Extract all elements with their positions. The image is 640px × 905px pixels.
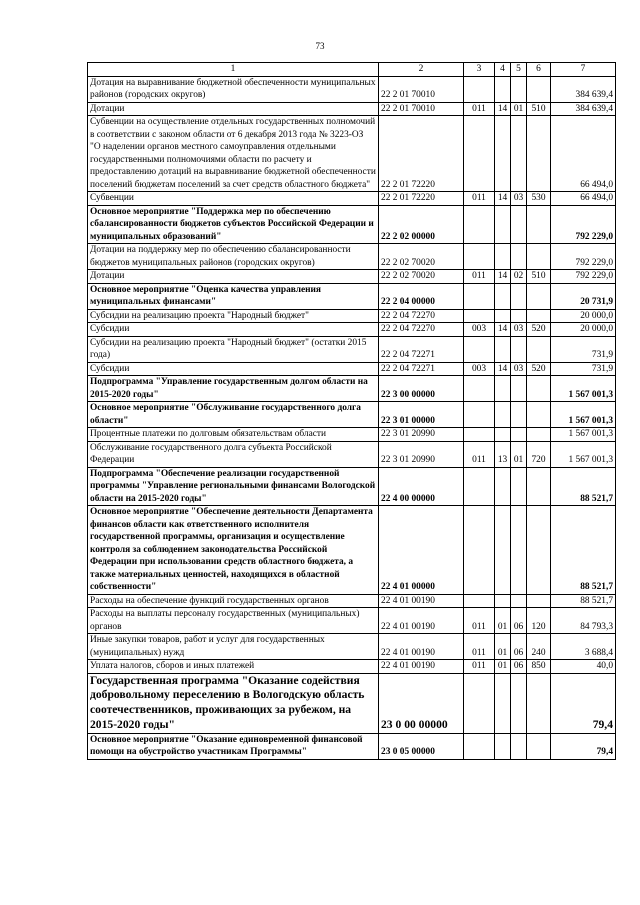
subsection-code — [511, 376, 527, 402]
subsection-code — [511, 673, 527, 733]
budget-table — [87, 62, 616, 760]
amount: 66 494,0 — [551, 116, 616, 192]
target-code: 22 3 00 00000 — [379, 376, 464, 402]
item-name: Расходы на выплаты персоналу государственных (муниципальных) органов — [88, 608, 379, 634]
section-code — [495, 376, 511, 402]
page-number: 73 — [315, 41, 325, 51]
subsection-code — [511, 76, 527, 102]
table-row — [88, 244, 616, 270]
expense-type-code: 510 — [527, 102, 551, 116]
amount: 792 229,0 — [551, 205, 616, 244]
item-name: Субвенции на осуществление отдельных государственных полномочий в соответствии с законом области от 6 декабря 2013 года № 3223-ОЗ "О наделении органов местного самоуправления отдельными государственными полномочиями области по расчету и предоставлению дотаций на выравнивание бюджетной обеспеченности поселений бюджетам поселений за счет средств областного бюджета" — [88, 116, 379, 192]
ministry-code: 003 — [464, 362, 495, 376]
subsection-code — [511, 244, 527, 270]
ministry-code — [464, 733, 495, 759]
item-name: Основное мероприятие "Обеспечение деятельности Департамента финансов области как ответственного исполнителя государственной программы, организация и осуществление контроля за соблюдением законодательства Российской Федерации при использовании средств областного бюджета, а также материальных ценностей, находящихся в областной собственности" — [88, 506, 379, 595]
section-code — [495, 309, 511, 323]
expense-type-code — [527, 283, 551, 309]
expense-type-code — [527, 673, 551, 733]
target-code: 22 4 01 00000 — [379, 506, 464, 595]
target-code: 22 2 04 72271 — [379, 362, 464, 376]
amount: 731,9 — [551, 336, 616, 362]
subsection-code — [511, 594, 527, 608]
expense-type-code — [527, 116, 551, 192]
ministry-code: 011 — [464, 660, 495, 674]
item-name: Обслуживание государственного долга субъекта Российской Федерации — [88, 441, 379, 467]
target-code: 22 2 04 00000 — [379, 283, 464, 309]
item-name: Дотация на выравнивание бюджетной обеспеченности муниципальных районов (городских округов) — [88, 76, 379, 102]
target-code: 22 2 01 70010 — [379, 76, 464, 102]
expense-type-code: 120 — [527, 608, 551, 634]
table-row — [88, 634, 616, 660]
amount: 66 494,0 — [551, 192, 616, 206]
item-name: Уплата налогов, сборов и иных платежей — [88, 660, 379, 674]
item-name: Дотации — [88, 270, 379, 284]
section-code — [495, 594, 511, 608]
amount: 731,9 — [551, 362, 616, 376]
ministry-code: 011 — [464, 441, 495, 467]
item-name: Субсидии на реализацию проекта "Народный бюджет" (остатки 2015 года) — [88, 336, 379, 362]
expense-type-code — [527, 428, 551, 442]
section-code: 01 — [495, 634, 511, 660]
ministry-code — [464, 428, 495, 442]
amount: 20 000,0 — [551, 309, 616, 323]
subsection-code: 06 — [511, 608, 527, 634]
amount: 88 521,7 — [551, 594, 616, 608]
table-row — [88, 309, 616, 323]
table-row — [88, 283, 616, 309]
amount: 1 567 001,3 — [551, 441, 616, 467]
amount: 40,0 — [551, 660, 616, 674]
header-row — [88, 63, 616, 77]
amount: 3 688,4 — [551, 634, 616, 660]
amount: 384 639,4 — [551, 102, 616, 116]
item-name: Дотации на поддержку мер по обеспечению сбалансированности бюджетов муниципальных районов (городских округов) — [88, 244, 379, 270]
ministry-code: 011 — [464, 102, 495, 116]
item-name: Процентные платежи по долговым обязательствам области — [88, 428, 379, 442]
section-code: 14 — [495, 270, 511, 284]
subsection-code — [511, 402, 527, 428]
ministry-code — [464, 673, 495, 733]
amount: 1 567 001,3 — [551, 428, 616, 442]
expense-type-code — [527, 309, 551, 323]
ministry-code — [464, 205, 495, 244]
subsection-code — [511, 428, 527, 442]
table-row — [88, 441, 616, 467]
amount: 1 567 001,3 — [551, 402, 616, 428]
ministry-code — [464, 309, 495, 323]
header-col-1: 1 — [88, 63, 379, 77]
target-code: 22 4 01 00190 — [379, 660, 464, 674]
subsection-code: 03 — [511, 323, 527, 337]
header-col-7: 7 — [551, 63, 616, 77]
section-code — [495, 673, 511, 733]
target-code: 22 4 01 00190 — [379, 594, 464, 608]
ministry-code — [464, 376, 495, 402]
section-code — [495, 76, 511, 102]
amount: 79,4 — [551, 673, 616, 733]
expense-type-code — [527, 402, 551, 428]
ministry-code — [464, 116, 495, 192]
table-row — [88, 608, 616, 634]
amount: 792 229,0 — [551, 270, 616, 284]
ministry-code: 003 — [464, 323, 495, 337]
amount: 20 000,0 — [551, 323, 616, 337]
item-name: Основное мероприятие "Обслуживание государственного долга области" — [88, 402, 379, 428]
subsection-code: 06 — [511, 634, 527, 660]
header-col-5: 5 — [511, 63, 527, 77]
expense-type-code — [527, 594, 551, 608]
item-name: Субсидии — [88, 362, 379, 376]
expense-type-code: 720 — [527, 441, 551, 467]
expense-type-code: 520 — [527, 323, 551, 337]
item-name: Иные закупки товаров, работ и услуг для государственных (муниципальных) нужд — [88, 634, 379, 660]
ministry-code — [464, 594, 495, 608]
table-row — [88, 660, 616, 674]
ministry-code: 011 — [464, 270, 495, 284]
subsection-code — [511, 336, 527, 362]
section-code — [495, 506, 511, 595]
header-col-4: 4 — [495, 63, 511, 77]
item-name: Субвенции — [88, 192, 379, 206]
table-row — [88, 270, 616, 284]
amount: 792 229,0 — [551, 244, 616, 270]
table-body — [88, 76, 616, 759]
item-name: Государственная программа "Оказание содействия добровольному переселению в Вологодскую область соотечественников, проживающих за рубежом, на 2015-2020 годы" — [88, 673, 379, 733]
header-col-3: 3 — [464, 63, 495, 77]
target-code: 22 2 01 72220 — [379, 116, 464, 192]
section-code: 14 — [495, 362, 511, 376]
ministry-code — [464, 336, 495, 362]
header-col-6: 6 — [527, 63, 551, 77]
section-code — [495, 467, 511, 506]
amount: 88 521,7 — [551, 467, 616, 506]
ministry-code: 011 — [464, 634, 495, 660]
expense-type-code: 520 — [527, 362, 551, 376]
target-code: 22 2 02 70020 — [379, 270, 464, 284]
table-row — [88, 733, 616, 759]
table-row — [88, 594, 616, 608]
subsection-code — [511, 309, 527, 323]
amount: 79,4 — [551, 733, 616, 759]
subsection-code: 01 — [511, 441, 527, 467]
section-code — [495, 283, 511, 309]
subsection-code — [511, 116, 527, 192]
section-code — [495, 205, 511, 244]
amount: 88 521,7 — [551, 506, 616, 595]
expense-type-code — [527, 244, 551, 270]
target-code: 22 3 01 00000 — [379, 402, 464, 428]
section-code — [495, 244, 511, 270]
ministry-code — [464, 244, 495, 270]
item-name: Подпрограмма "Управление государственным долгом области на 2015-2020 годы" — [88, 376, 379, 402]
target-code: 22 4 01 00190 — [379, 608, 464, 634]
table-row — [88, 428, 616, 442]
target-code: 22 2 01 72220 — [379, 192, 464, 206]
table-row — [88, 402, 616, 428]
subsection-code — [511, 506, 527, 595]
ministry-code: 011 — [464, 608, 495, 634]
item-name: Основное мероприятие "Оценка качества управления муниципальных финансами" — [88, 283, 379, 309]
table-row — [88, 205, 616, 244]
subsection-code — [511, 467, 527, 506]
table-row — [88, 467, 616, 506]
expense-type-code: 530 — [527, 192, 551, 206]
item-name: Субсидии — [88, 323, 379, 337]
ministry-code — [464, 76, 495, 102]
expense-type-code: 510 — [527, 270, 551, 284]
item-name: Субсидии на реализацию проекта "Народный бюджет" — [88, 309, 379, 323]
target-code: 22 2 02 00000 — [379, 205, 464, 244]
section-code: 14 — [495, 323, 511, 337]
ministry-code — [464, 402, 495, 428]
section-code: 01 — [495, 608, 511, 634]
table-row — [88, 323, 616, 337]
section-code: 14 — [495, 192, 511, 206]
target-code: 22 2 04 72271 — [379, 336, 464, 362]
amount: 1 567 001,3 — [551, 376, 616, 402]
subsection-code — [511, 733, 527, 759]
section-code: 14 — [495, 102, 511, 116]
subsection-code — [511, 283, 527, 309]
table-row — [88, 362, 616, 376]
target-code: 22 4 00 00000 — [379, 467, 464, 506]
subsection-code: 03 — [511, 362, 527, 376]
subsection-code — [511, 205, 527, 244]
table-row — [88, 102, 616, 116]
item-name: Основное мероприятие "Поддержка мер по обеспечению сбалансированности бюджетов субъектов Российской Федерации и муниципальных образований" — [88, 205, 379, 244]
ministry-code: 011 — [464, 192, 495, 206]
item-name: Подпрограмма "Обеспечение реализации государственной программы "Управление региональными финансами Вологодской области на 2015-2020 годы" — [88, 467, 379, 506]
target-code: 22 3 01 20990 — [379, 441, 464, 467]
table-row — [88, 376, 616, 402]
target-code: 22 2 04 72270 — [379, 323, 464, 337]
section-code — [495, 116, 511, 192]
section-code — [495, 402, 511, 428]
ministry-code — [464, 506, 495, 595]
table-row — [88, 673, 616, 733]
subsection-code: 01 — [511, 102, 527, 116]
target-code: 23 0 05 00000 — [379, 733, 464, 759]
ministry-code — [464, 283, 495, 309]
header-col-2: 2 — [379, 63, 464, 77]
expense-type-code — [527, 506, 551, 595]
expense-type-code — [527, 205, 551, 244]
subsection-code: 02 — [511, 270, 527, 284]
table-row — [88, 116, 616, 192]
target-code: 22 4 01 00190 — [379, 634, 464, 660]
expense-type-code — [527, 376, 551, 402]
expense-type-code — [527, 336, 551, 362]
item-name: Дотации — [88, 102, 379, 116]
amount: 384 639,4 — [551, 76, 616, 102]
table-row — [88, 506, 616, 595]
expense-type-code — [527, 76, 551, 102]
expense-type-code: 850 — [527, 660, 551, 674]
amount: 20 731,9 — [551, 283, 616, 309]
section-code — [495, 428, 511, 442]
table-row — [88, 76, 616, 102]
target-code: 23 0 00 00000 — [379, 673, 464, 733]
ministry-code — [464, 467, 495, 506]
target-code: 22 2 04 72270 — [379, 309, 464, 323]
expense-type-code — [527, 467, 551, 506]
subsection-code: 03 — [511, 192, 527, 206]
section-code: 01 — [495, 660, 511, 674]
table-row — [88, 192, 616, 206]
target-code: 22 2 01 70010 — [379, 102, 464, 116]
section-code: 13 — [495, 441, 511, 467]
target-code: 22 3 01 20990 — [379, 428, 464, 442]
table-row — [88, 336, 616, 362]
section-code — [495, 733, 511, 759]
subsection-code: 06 — [511, 660, 527, 674]
item-name: Основное мероприятие "Оказание единовременной финансовой помощи на обустройство участникам Программы" — [88, 733, 379, 759]
expense-type-code: 240 — [527, 634, 551, 660]
expense-type-code — [527, 733, 551, 759]
amount: 84 793,3 — [551, 608, 616, 634]
item-name: Расходы на обеспечение функций государственных органов — [88, 594, 379, 608]
section-code — [495, 336, 511, 362]
target-code: 22 2 02 70020 — [379, 244, 464, 270]
